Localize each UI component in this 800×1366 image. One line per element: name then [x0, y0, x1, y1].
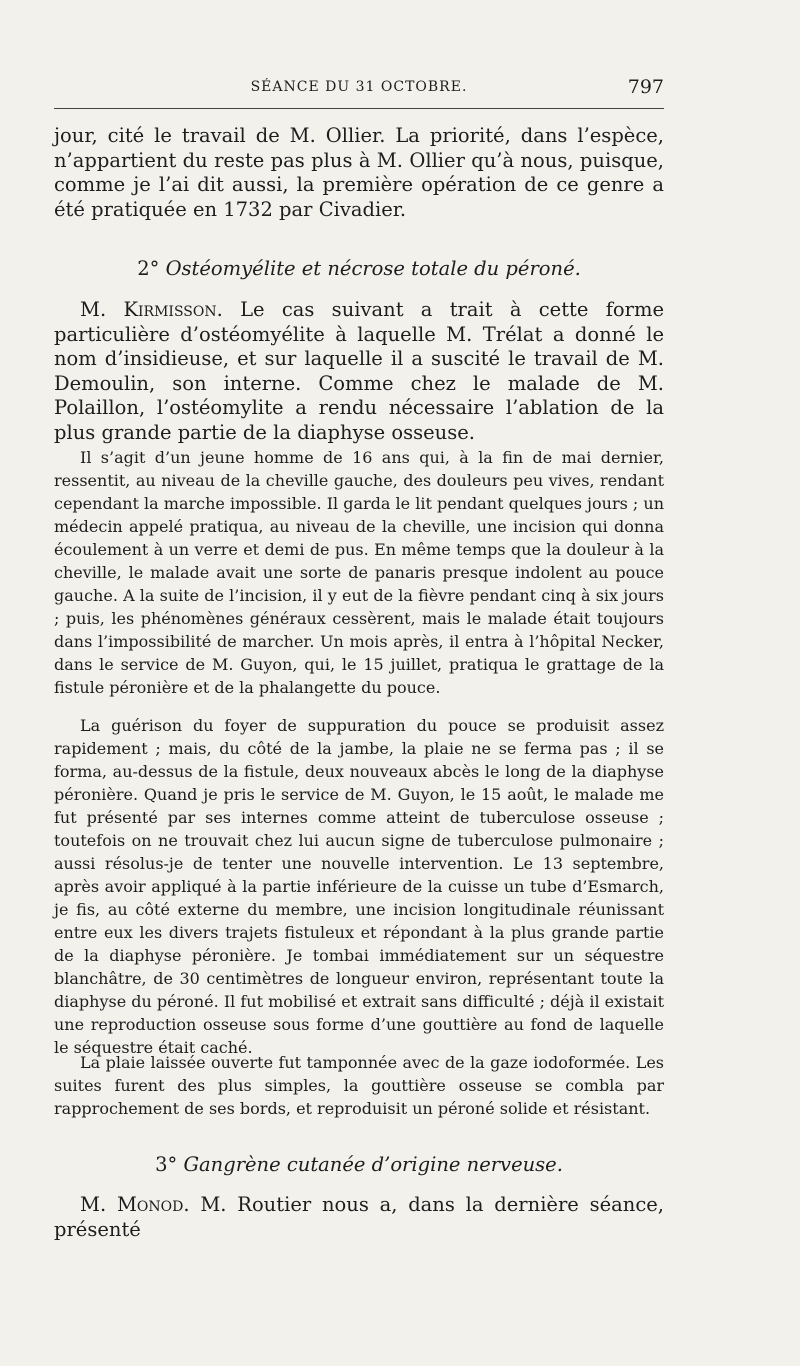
case-paragraph-2: La guérison du foyer de suppuration du pouce se produisit assez rapidement ; mais, du côté de la jambe, la plaie ne se ferma pas ; il se forma, au-dessus de la fistule, deux nouveaux abcès le long de la diaphyse péronière. Quand je pris le service de M. Guyon, le 15 août, le malade me fut présenté par ses internes comme atteint de tuberculose osseuse ; toutefois on ne trouvait chez lui aucun signe de tuberculose pulmonaire ; aussi résolus-je de tenter une nouvelle intervention. Le 13 septembre, après avoir appliqué à la partie inférieure de la cuisse un tube d’Esmarch, je fis, au côté externe du membre, une incision longitudinale réunissant entre eux les divers trajets fistuleux et répondant à la plus grande partie de la diaphyse péronière. Je tombai immédiatement sur un séquestre blanchâtre, de 30 centimètres de longueur environ, représentant toute la diaphyse du péroné. Il fut mobilisé et extrait sans difficulté ; déjà il existait une reproduction osseuse sous forme d’une gouttière au fond de laquelle le séquestre était caché. — [54, 716, 664, 1057]
paragraph-text: Le cas suivant a trait à cette forme particulière d’ostéomyélite à laquelle M. Trélat a donné le nom d’insidieuse, et sur laquelle il a suscité le travail de M. Demoulin, son interne. Comme chez le malade de M. Polaillon, l’ostéomylite a rendu nécessaire l’ablation de la plus grande partie de la diaphyse osseuse. — [54, 298, 664, 444]
section-title: Gangrène cutanée d’origine nerveuse. — [183, 1153, 563, 1176]
case-paragraph-1: Il s’agit d’un jeune homme de 16 ans qui, à la fin de mai dernier, ressentit, au niveau de la cheville gauche, des douleurs peu vives, rendant cependant la marche impossible. Il garda le lit pendant quelques jours ; un médecin appelé pratiqua, au niveau de la cheville, une incision qui donna écoulement à un verre et demi de pus. En même temps que la douleur à la cheville, le malade avait une sorte de panaris presque indolent au pouce gauche. A la suite de l’incision, il y eut de la fièvre pendant cinq à six jours ; puis, les phénomènes généraux cessèrent, mais le malade était toujours dans l’impossibilité de marcher. Un mois après, il entra à l’hôpital Necker, dans le service de M. Guyon, qui, le 15 juillet, pratiqua le grattage de la fistule péronière et de la phalangette du pouce. — [54, 448, 664, 697]
page-header — [54, 76, 664, 98]
case-paragraph-3: La plaie laissée ouverte fut tamponnée avec de la gaze iodoformée. Les suites furent des plus simples, la gouttière osseuse se combla par rapprochement de ses bords, et reproduisit un péroné solide et résistant. — [54, 1053, 664, 1118]
section-heading-3 — [54, 1153, 664, 1176]
speaker-name: M. Kirmisson. — [80, 298, 223, 321]
section-heading-2 — [54, 257, 664, 280]
paragraph-monod — [54, 1193, 664, 1242]
section-title: Ostéomyélite et nécrose totale du péroné. — [165, 257, 581, 280]
running-head: SÉANCE DU 31 OCTOBRE. — [250, 79, 468, 95]
paragraph-kirmisson — [54, 298, 664, 445]
speaker-name: M. Monod. — [80, 1193, 190, 1216]
paragraph-continuation: jour, cité le travail de M. Ollier. La priorité, dans l’espèce, n’appartient du reste pas plus à M. Ollier qu’à nous, puisque, comme je l’ai dit aussi, la première opération de ce genre a été pratiquée en 1732 par Civadier. — [54, 124, 664, 221]
section-number: 3° — [155, 1153, 178, 1176]
paragraph-text: M. Routier nous a, dans la dernière séance, présenté — [54, 1193, 664, 1241]
header-rule — [54, 108, 664, 109]
section-number: 2° — [137, 257, 160, 280]
page-number: 797 — [627, 76, 664, 98]
